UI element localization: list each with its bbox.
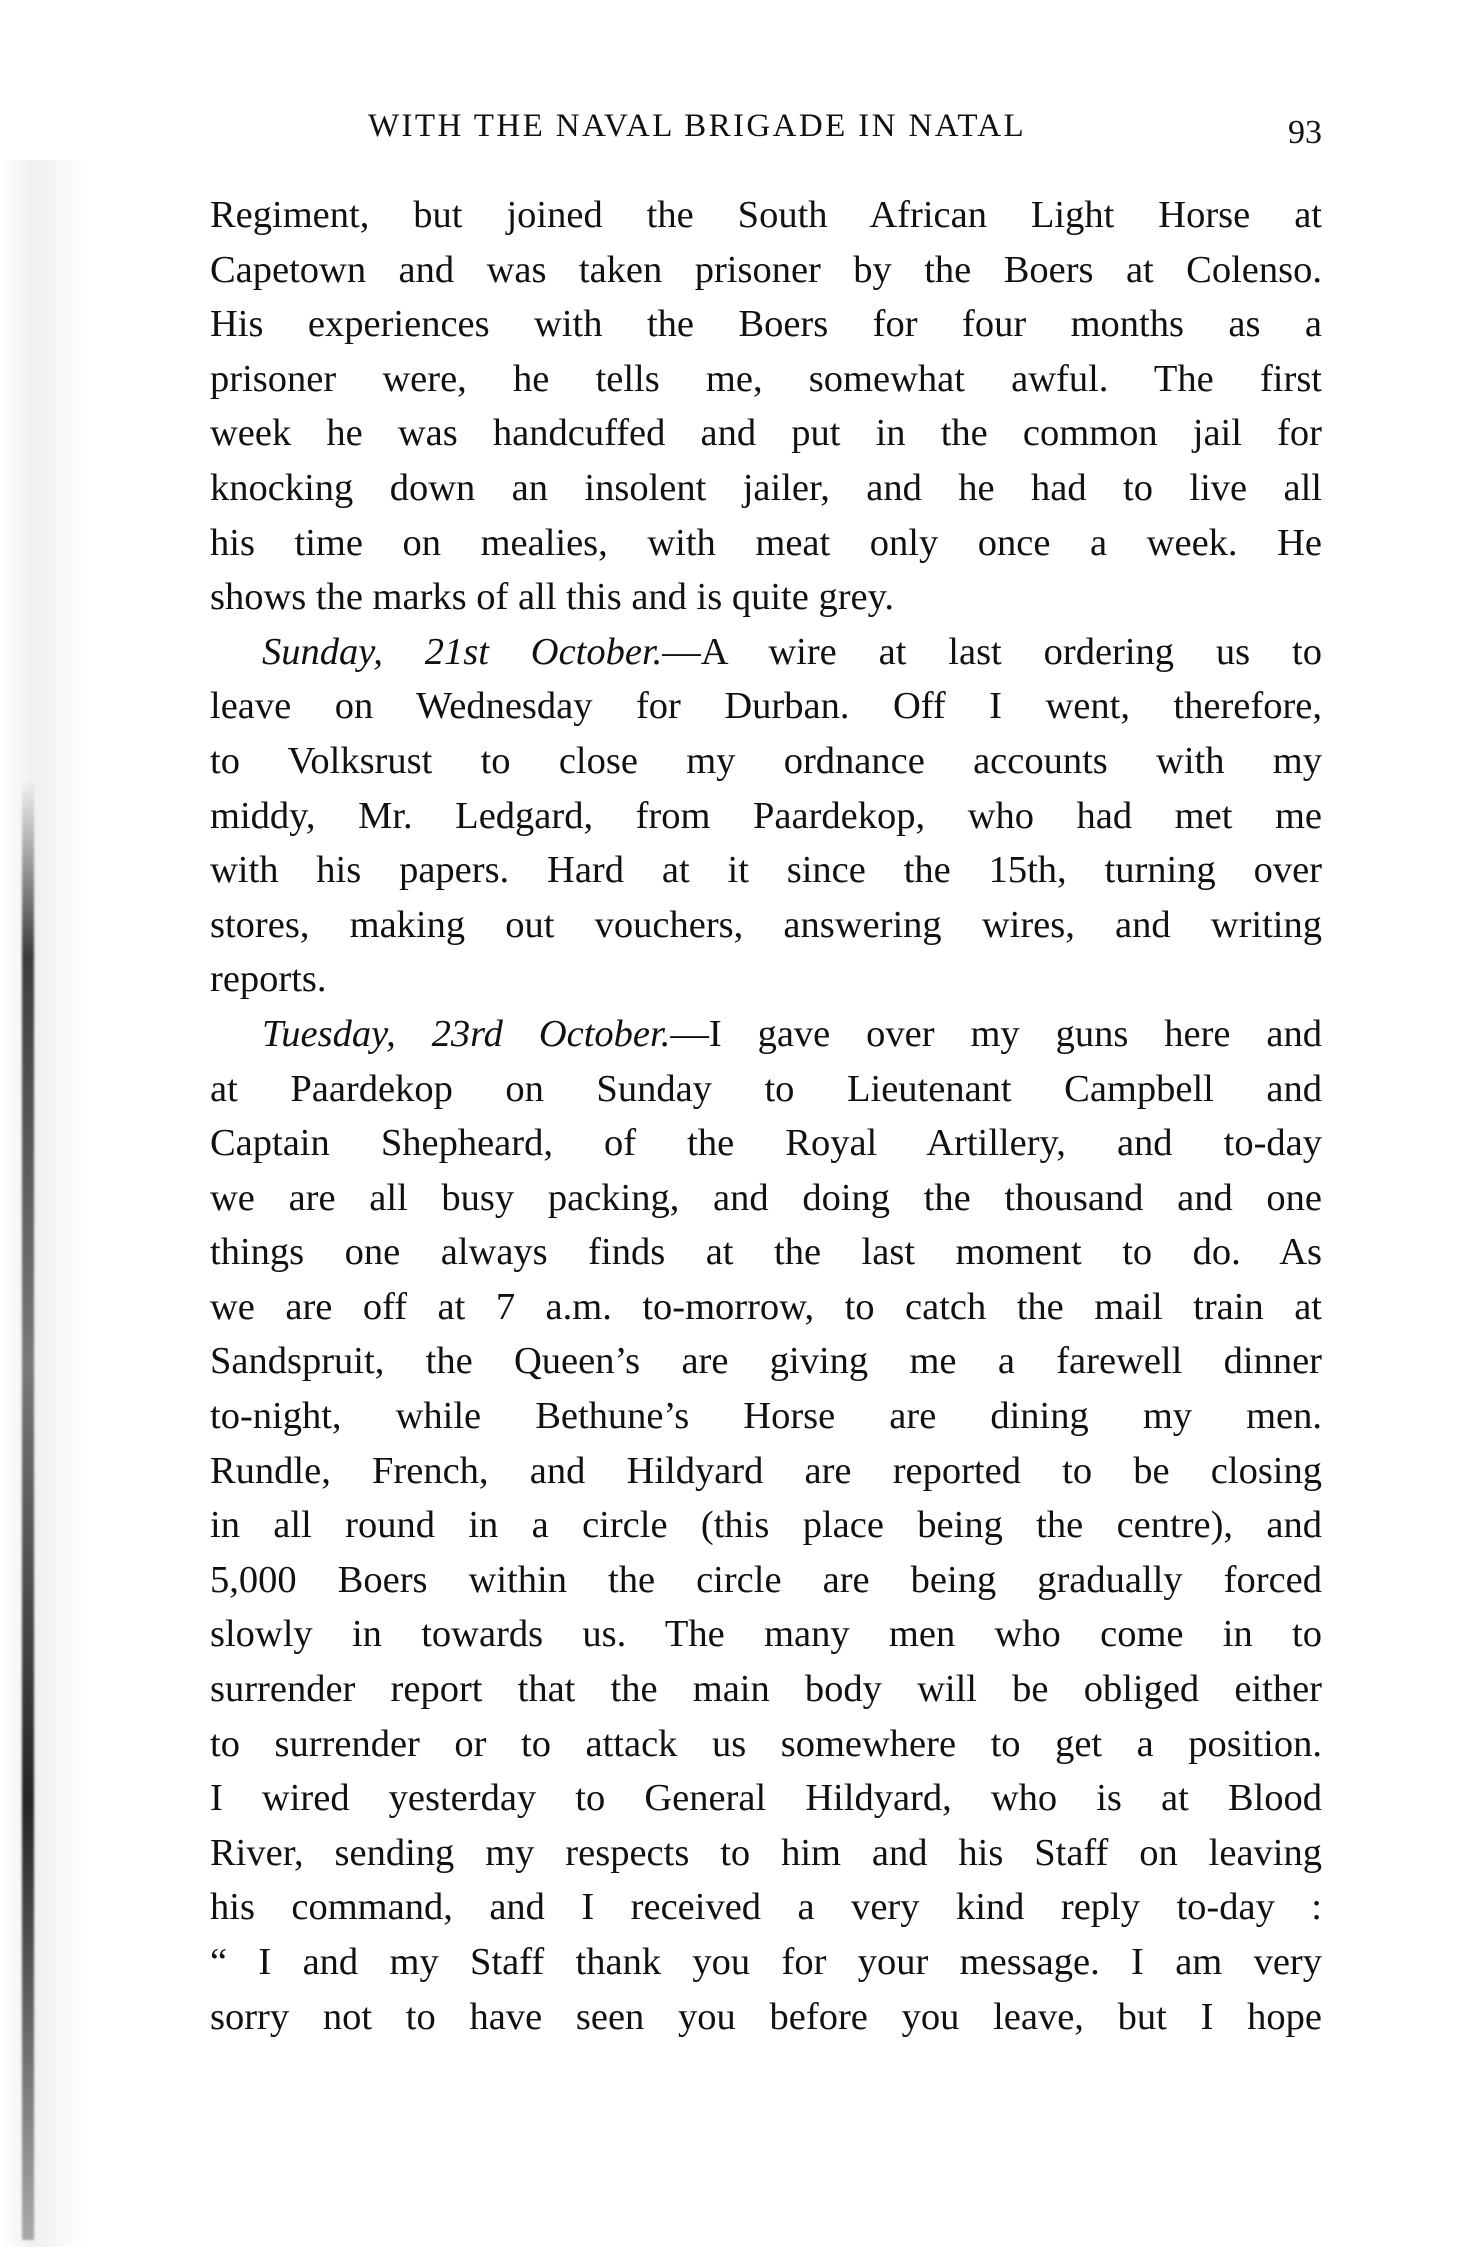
text-line bbox=[210, 1607, 1322, 1662]
page-gutter-shadow bbox=[0, 160, 85, 2247]
text-line bbox=[210, 1826, 1322, 1881]
line-text: to Volksrust to close my ordnance accounts with my bbox=[210, 739, 1322, 782]
line-text: week he was handcuffed and put in the common jail for bbox=[210, 412, 1322, 455]
line-text: to-night, while Bethune’s Horse are dining my men. bbox=[210, 1395, 1322, 1438]
line-text: Rundle, French, and Hildyard are reported to be closing bbox=[210, 1449, 1322, 1492]
text-line bbox=[210, 243, 1322, 298]
text-line bbox=[210, 1389, 1322, 1444]
line-text: River, sending my respects to him and his Staff on leaving bbox=[210, 1831, 1322, 1874]
text-line bbox=[210, 843, 1322, 898]
text-line bbox=[210, 352, 1322, 407]
line-text: prisoner were, he tells me, somewhat awful. The first bbox=[210, 357, 1322, 400]
line-text: with his papers. Hard at it since the 15th, turning over bbox=[210, 849, 1322, 892]
line-text: his time on mealies, with meat only once a week. He bbox=[210, 521, 1322, 564]
line-text: shows the marks of all this and is quite grey. bbox=[210, 576, 894, 619]
entry-date: Tuesday, 23rd October. bbox=[262, 1012, 671, 1055]
text-line bbox=[210, 1498, 1322, 1553]
text-line bbox=[210, 679, 1322, 734]
text-line bbox=[210, 734, 1322, 789]
text-line bbox=[210, 297, 1322, 352]
line-text: middy, Mr. Ledgard, from Paardekop, who had met me bbox=[210, 794, 1322, 837]
line-text: “ I and my Staff thank you for your message. I am very bbox=[210, 1941, 1322, 1983]
text-line bbox=[210, 898, 1322, 953]
text-line bbox=[210, 1935, 1322, 1990]
line-text: we are off at 7 a.m. to-morrow, to catch the mail train at bbox=[210, 1285, 1322, 1328]
line-text: Captain Shepheard, of the Royal Artillery, and to-day bbox=[210, 1122, 1322, 1165]
text-line bbox=[210, 1334, 1322, 1389]
line-text: stores, making out vouchers, answering wires, and writing bbox=[210, 903, 1322, 946]
line-text: things one always finds at the last moment to do. As bbox=[210, 1231, 1322, 1274]
line-text: reports. bbox=[210, 958, 327, 1001]
text-line bbox=[210, 188, 1322, 243]
text-line bbox=[210, 1553, 1322, 1608]
page-number: 93 bbox=[1288, 114, 1322, 151]
text-line bbox=[210, 1007, 1322, 1062]
line-text: Regiment, but joined the South African Light Horse at bbox=[210, 194, 1322, 236]
line-text: to surrender or to attack us somewhere to get a position. bbox=[210, 1722, 1322, 1765]
line-text: leave on Wednesday for Durban. Off I went, therefore, bbox=[210, 685, 1322, 728]
text-line bbox=[210, 1062, 1322, 1117]
line-text: 5,000 Boers within the circle are being gradually forced bbox=[210, 1558, 1322, 1601]
text-line bbox=[210, 952, 1322, 1007]
text-line bbox=[210, 570, 1322, 625]
line-text: knocking down an insolent jailer, and he had to live all bbox=[210, 466, 1322, 509]
text-line bbox=[210, 1225, 1322, 1280]
text-line bbox=[210, 789, 1322, 844]
text-line bbox=[210, 1171, 1322, 1226]
text-line bbox=[210, 1990, 1322, 2045]
line-text: we are all busy packing, and doing the thousand and one bbox=[210, 1176, 1322, 1219]
line-text: his command, and I received a very kind reply to-day : bbox=[210, 1886, 1322, 1929]
line-text: at Paardekop on Sunday to Lieutenant Campbell and bbox=[210, 1067, 1322, 1110]
line-text: Capetown and was taken prisoner by the Boers at Colenso. bbox=[210, 248, 1322, 291]
line-text: —I gave over my guns here and bbox=[670, 1012, 1322, 1055]
line-text: surrender report that the main body will be obliged either bbox=[210, 1668, 1322, 1711]
text-line bbox=[210, 1116, 1322, 1171]
text-line bbox=[210, 1717, 1322, 1772]
running-head: WITH THE NAVAL BRIGADE IN NATAL bbox=[368, 108, 1027, 144]
text-line bbox=[210, 1444, 1322, 1499]
line-text: —A wire at last ordering us to bbox=[662, 630, 1322, 673]
line-text: slowly in towards us. The many men who come in to bbox=[210, 1613, 1322, 1656]
line-text: His experiences with the Boers for four months as a bbox=[210, 303, 1322, 346]
text-line bbox=[210, 406, 1322, 461]
page-header bbox=[210, 108, 1322, 151]
text-line bbox=[210, 1280, 1322, 1335]
text-line bbox=[210, 1771, 1322, 1826]
line-text: Sandspruit, the Queen’s are giving me a farewell dinner bbox=[210, 1340, 1322, 1383]
line-text: sorry not to have seen you before you leave, but I hope bbox=[210, 1995, 1322, 2038]
body-text bbox=[210, 188, 1322, 2044]
text-line bbox=[210, 516, 1322, 571]
line-text: I wired yesterday to General Hildyard, who is at Blood bbox=[210, 1777, 1322, 1820]
text-line bbox=[210, 1880, 1322, 1935]
line-text: in all round in a circle (this place being the centre), and bbox=[210, 1504, 1322, 1547]
text-line bbox=[210, 625, 1322, 680]
text-line bbox=[210, 461, 1322, 516]
binding-edge-mark bbox=[22, 780, 34, 2240]
text-line bbox=[210, 1662, 1322, 1717]
entry-date: Sunday, 21st October. bbox=[262, 630, 663, 673]
